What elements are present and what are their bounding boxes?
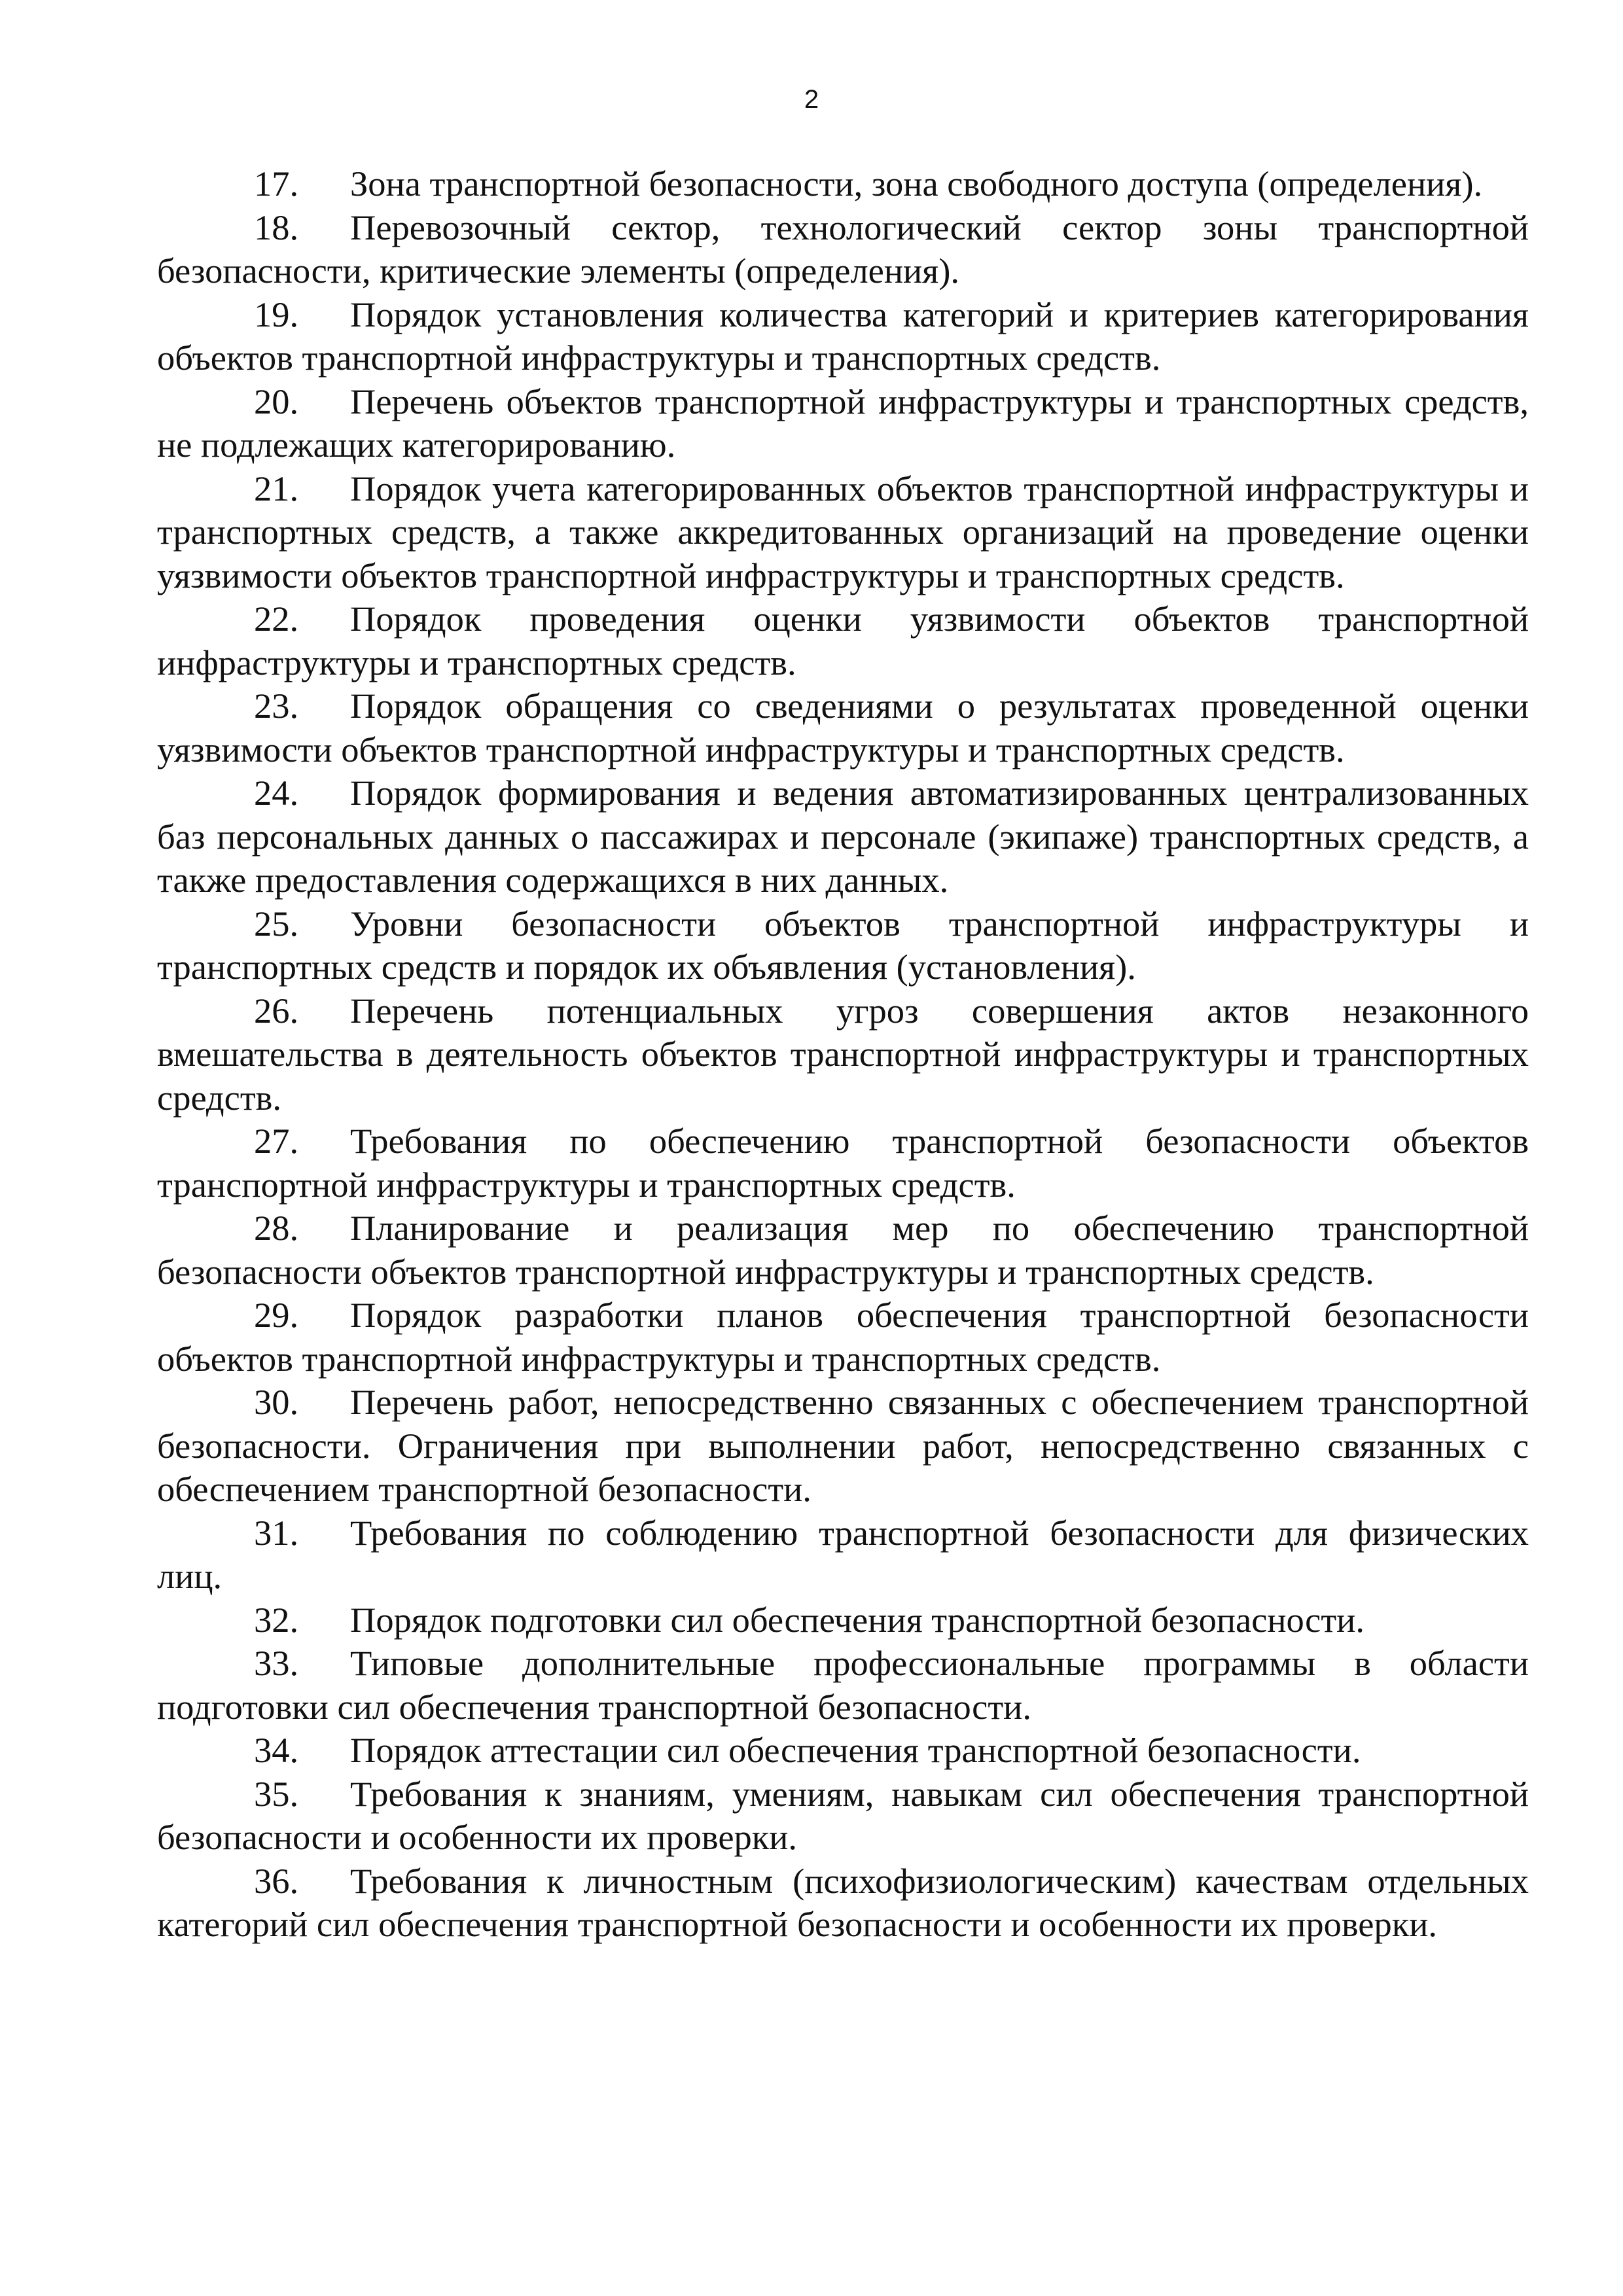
item-text: Перевозочный сектор, технологический сектор зоны транспортной безопасности, критические элементы (определения). bbox=[157, 207, 1529, 291]
item-text: Зона транспортной безопасности, зона свободного доступа (определения). bbox=[350, 164, 1483, 203]
list-item bbox=[157, 380, 1529, 467]
item-number: 26. bbox=[254, 990, 299, 1031]
list-item bbox=[157, 1511, 1529, 1598]
list-item bbox=[157, 989, 1529, 1120]
item-text: Порядок установления количества категорий и критериев категорирования объектов транспортной инфраструктуры и транспортных средств. bbox=[157, 294, 1529, 378]
item-text: Порядок аттестации сил обеспечения транспортной безопасности. bbox=[350, 1730, 1361, 1770]
item-number: 31. bbox=[254, 1512, 299, 1553]
item-number: 21. bbox=[254, 468, 299, 508]
item-text: Перечень потенциальных угроз совершения актов незаконного вмешательства в деятельность объектов транспортной инфраструктуры и транспортных средств. bbox=[157, 990, 1529, 1118]
item-text: Порядок обращения со сведениями о результатах проведенной оценки уязвимости объектов транспортной инфраструктуры и транспортных средств. bbox=[157, 686, 1529, 769]
item-number: 33. bbox=[254, 1643, 299, 1683]
item-number: 18. bbox=[254, 207, 299, 247]
list-item bbox=[157, 1207, 1529, 1294]
list-item bbox=[157, 162, 1529, 206]
numbered-list bbox=[157, 162, 1529, 1947]
item-number: 29. bbox=[254, 1295, 299, 1335]
item-text: Порядок формирования и ведения автоматизированных централизованных баз персональных данных о пассажирах и персонале (экипаже) транспортных средств, а также предоставления содержащихся в них данных. bbox=[157, 773, 1529, 900]
list-item bbox=[157, 293, 1529, 380]
list-item bbox=[157, 1729, 1529, 1773]
list-item bbox=[157, 1294, 1529, 1381]
item-number: 34. bbox=[254, 1730, 299, 1770]
list-item bbox=[157, 467, 1529, 598]
item-text: Порядок разработки планов обеспечения транспортной безопасности объектов транспортной инфраструктуры и транспортных средств. bbox=[157, 1295, 1529, 1379]
item-number: 30. bbox=[254, 1382, 299, 1422]
item-number: 17. bbox=[254, 164, 299, 203]
page-number: 2 bbox=[804, 85, 819, 114]
item-number: 32. bbox=[254, 1599, 299, 1640]
list-item bbox=[157, 1381, 1529, 1511]
list-item bbox=[157, 1860, 1529, 1947]
item-text: Требования по обеспечению транспортной безопасности объектов транспортной инфраструктуры и транспортных средств. bbox=[157, 1121, 1529, 1205]
list-item bbox=[157, 902, 1529, 989]
item-number: 23. bbox=[254, 686, 299, 726]
item-number: 36. bbox=[254, 1860, 299, 1901]
item-text: Перечень объектов транспортной инфраструктуры и транспортных средств, не подлежащих категорированию. bbox=[157, 381, 1529, 465]
list-item bbox=[157, 1120, 1529, 1207]
list-item bbox=[157, 206, 1529, 293]
item-text: Порядок учета категорированных объектов транспортной инфраструктуры и транспортных средств, а также аккредитованных организаций на проведение оценки уязвимости объектов транспортной инфраструктуры и транспортных средств. bbox=[157, 468, 1529, 595]
list-item bbox=[157, 684, 1529, 771]
item-number: 24. bbox=[254, 773, 299, 813]
item-text: Требования к знаниям, умениям, навыкам сил обеспечения транспортной безопасности и особенности их проверки. bbox=[157, 1773, 1529, 1857]
item-number: 28. bbox=[254, 1208, 299, 1248]
item-number: 20. bbox=[254, 381, 299, 421]
item-text: Типовые дополнительные профессиональные программы в области подготовки сил обеспечения транспортной безопасности. bbox=[157, 1643, 1529, 1727]
item-number: 35. bbox=[254, 1773, 299, 1814]
item-number: 25. bbox=[254, 903, 299, 944]
list-item bbox=[157, 597, 1529, 684]
item-text: Порядок проведения оценки уязвимости объектов транспортной инфраструктуры и транспортных средств. bbox=[157, 599, 1529, 682]
item-text: Уровни безопасности объектов транспортной инфраструктуры и транспортных средств и порядок их объявления (установления). bbox=[157, 903, 1529, 987]
list-item bbox=[157, 771, 1529, 902]
item-number: 22. bbox=[254, 599, 299, 639]
item-text: Планирование и реализация мер по обеспечению транспортной безопасности объектов транспортной инфраструктуры и транспортных средств. bbox=[157, 1208, 1529, 1292]
item-number: 19. bbox=[254, 294, 299, 334]
item-text: Требования к личностным (психофизиологическим) качествам отдельных категорий сил обеспечения транспортной безопасности и особенности их проверки. bbox=[157, 1860, 1529, 1944]
item-text: Порядок подготовки сил обеспечения транспортной безопасности. bbox=[350, 1599, 1364, 1640]
list-item bbox=[157, 1773, 1529, 1860]
item-text: Требования по соблюдению транспортной безопасности для физических лиц. bbox=[157, 1512, 1529, 1596]
list-item bbox=[157, 1642, 1529, 1729]
list-item bbox=[157, 1598, 1529, 1642]
item-number: 27. bbox=[254, 1121, 299, 1161]
item-text: Перечень работ, непосредственно связанных с обеспечением транспортной безопасности. Ограничения при выполнении работ, непосредственно связанных с обеспечением транспортной безопасности. bbox=[157, 1382, 1529, 1509]
